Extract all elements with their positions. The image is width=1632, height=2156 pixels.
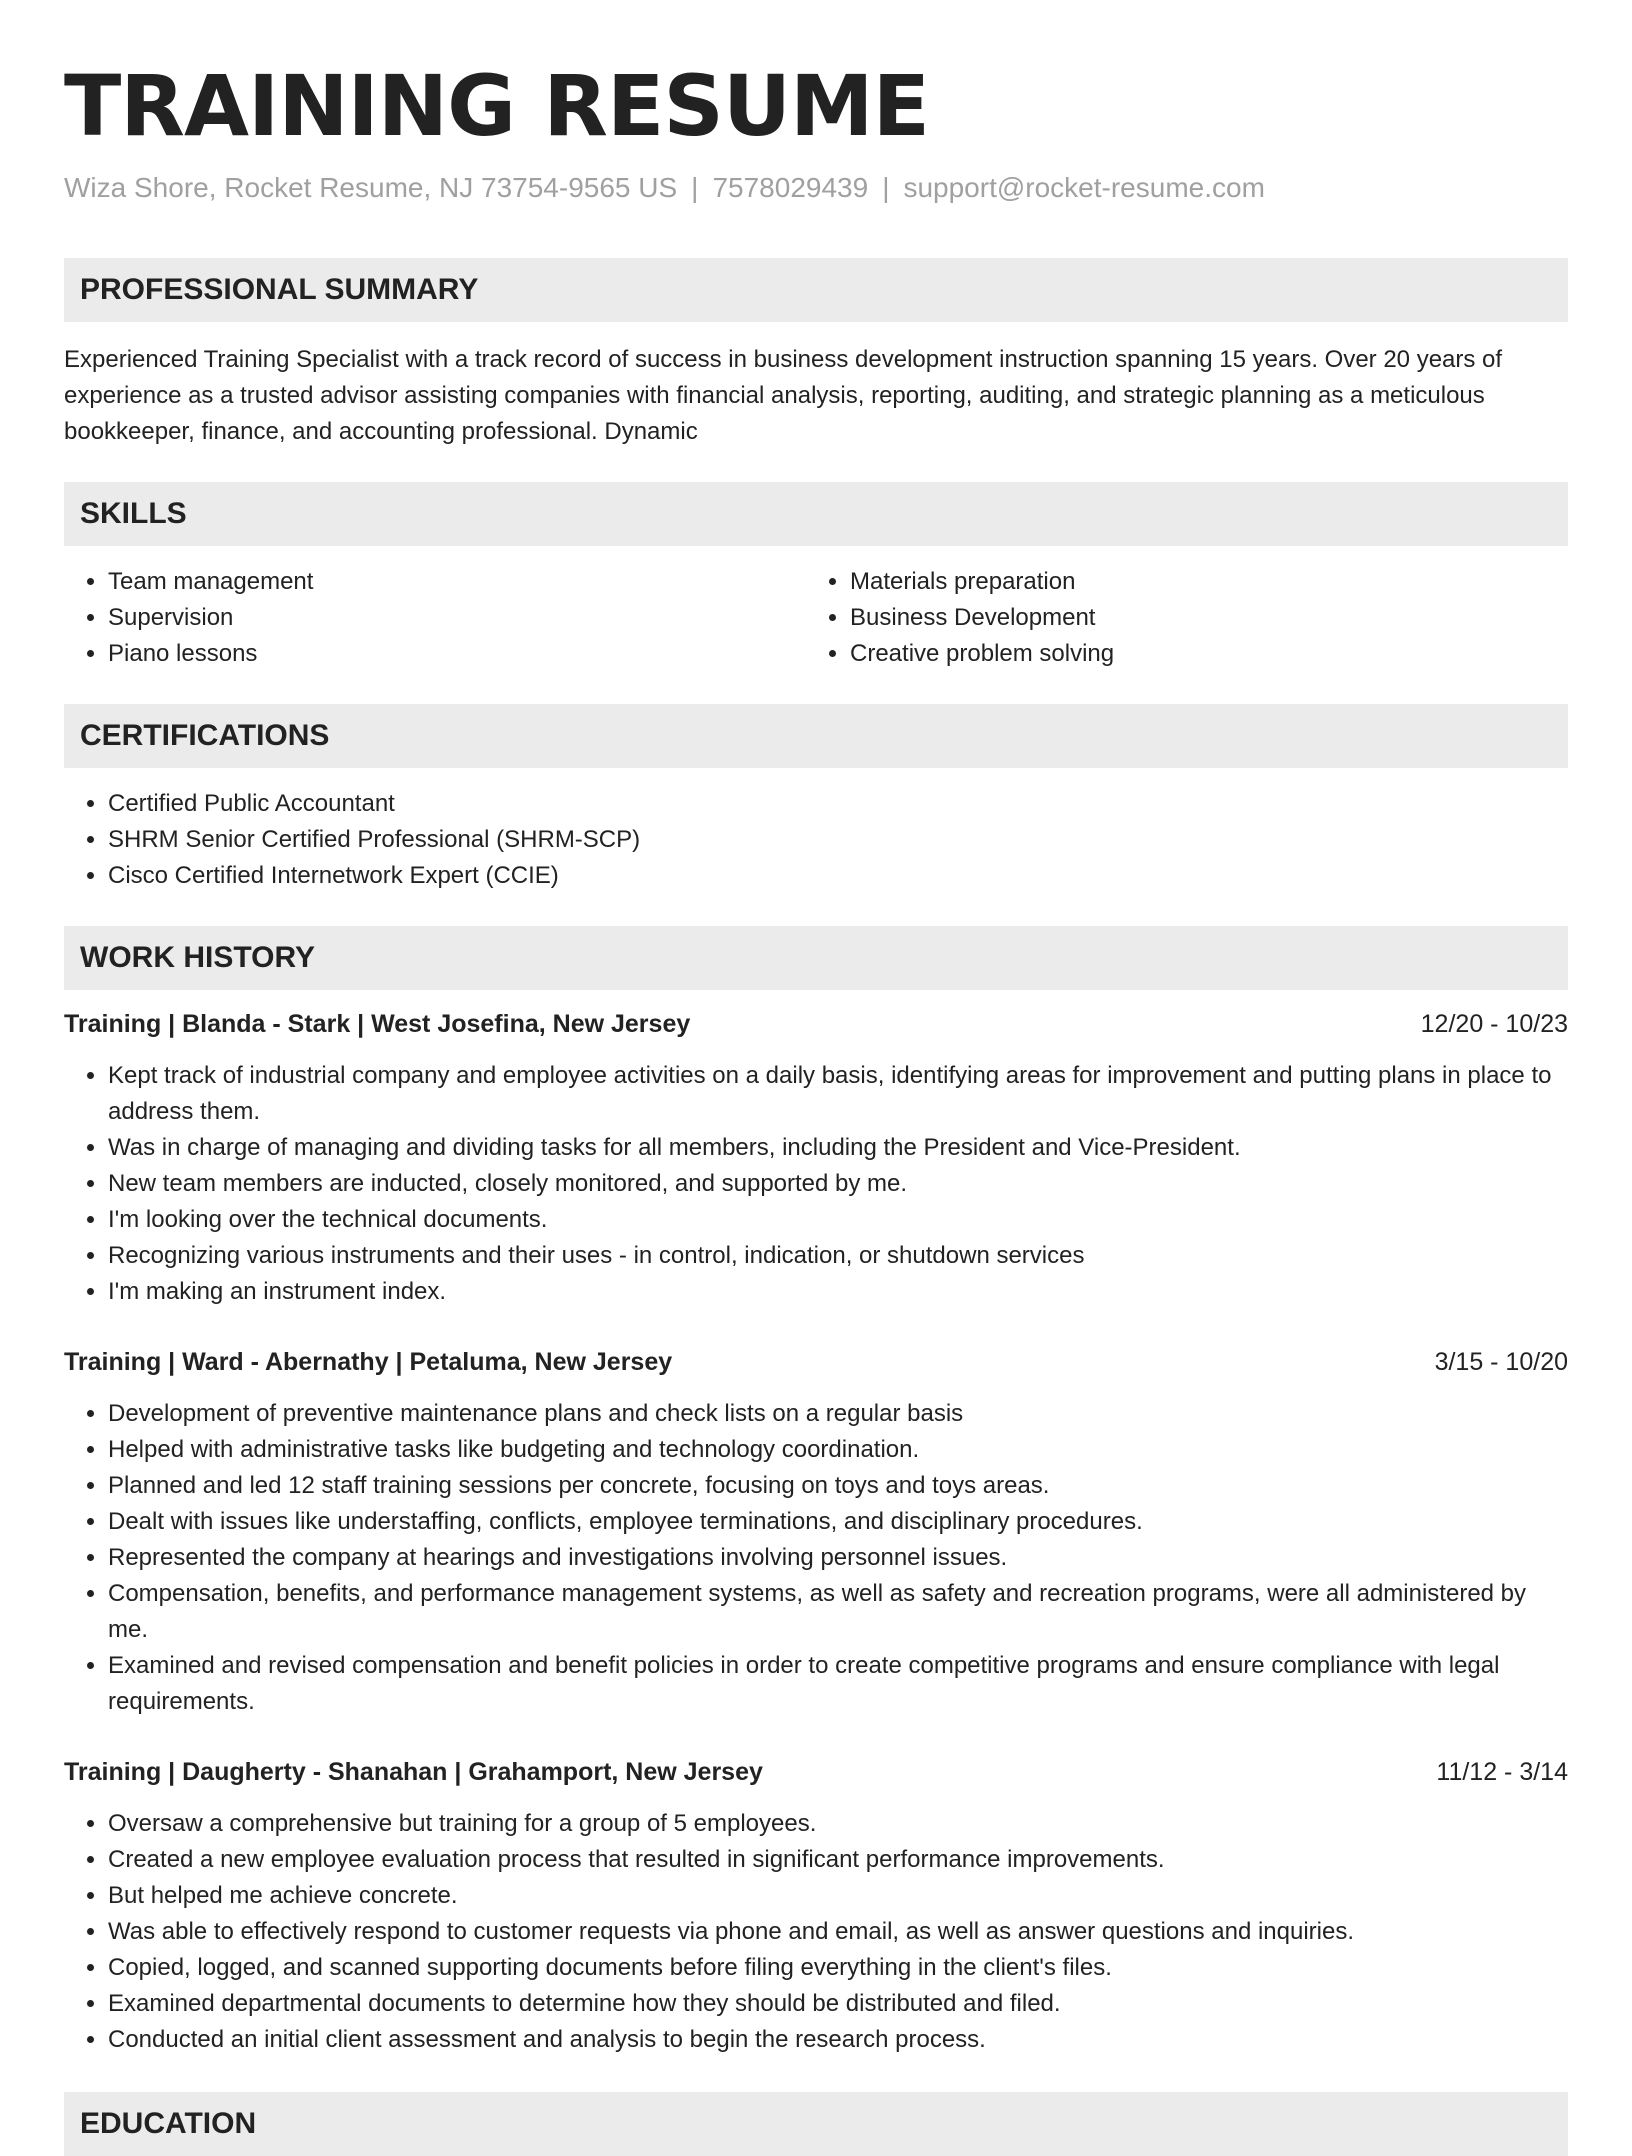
resume-page bbox=[64, 0, 1568, 2156]
skills-list-right bbox=[806, 564, 1548, 672]
contact-separator: | bbox=[882, 172, 890, 203]
skill-item: • Piano lessons bbox=[108, 636, 806, 672]
job-bullet: • Created a new employee evaluation process that resulted in significant performance improvements. bbox=[108, 1842, 1568, 1878]
contact-phone: 7578029439 bbox=[712, 172, 869, 203]
job-bullet: • I'm looking over the technical documents. bbox=[108, 1202, 1568, 1238]
job-title: Training | Daugherty - Shanahan | Grahamport, New Jersey bbox=[64, 1758, 763, 1786]
job-entry bbox=[64, 1006, 1568, 1310]
job-bullet: • Recognizing various instruments and their uses - in control, indication, or shutdown services bbox=[108, 1238, 1568, 1274]
certifications-section bbox=[64, 704, 1568, 894]
skill-item: • Supervision bbox=[108, 600, 806, 636]
skills-list-left bbox=[64, 564, 806, 672]
contact-separator: | bbox=[691, 172, 699, 203]
job-dates: 12/20 - 10/23 bbox=[1420, 1010, 1568, 1038]
contact-line bbox=[64, 170, 1568, 206]
job-dates: 11/12 - 3/14 bbox=[1436, 1758, 1568, 1786]
section-heading-work-history: WORK HISTORY bbox=[64, 926, 1568, 990]
job-title: Training | Blanda - Stark | West Josefina, New Jersey bbox=[64, 1010, 691, 1038]
skill-item: • Business Development bbox=[850, 600, 1548, 636]
job-bullet: • Compensation, benefits, and performance management systems, as well as safety and recreation programs, were all administered by me. bbox=[108, 1576, 1568, 1648]
certification-item: • Cisco Certified Internetwork Expert (CCIE) bbox=[108, 858, 1568, 894]
skills-column-right bbox=[806, 564, 1548, 672]
job-bullet: • Kept track of industrial company and employee activities on a daily basis, identifying areas for improvement and putting plans in place to address them. bbox=[108, 1058, 1568, 1130]
job-bullet: • Copied, logged, and scanned supporting documents before filing everything in the client's files. bbox=[108, 1950, 1568, 1986]
education-section bbox=[64, 2092, 1568, 2156]
job-bullet: • Was able to effectively respond to customer requests via phone and email, as well as answer questions and inquiries. bbox=[108, 1914, 1568, 1950]
job-bullet: • Represented the company at hearings and investigations involving personnel issues. bbox=[108, 1540, 1568, 1576]
work-history-section bbox=[64, 926, 1568, 2058]
job-bullet: • Dealt with issues like understaffing, conflicts, employee terminations, and disciplinary procedures. bbox=[108, 1504, 1568, 1540]
job-bullets bbox=[64, 1806, 1568, 2058]
section-heading-education: EDUCATION bbox=[64, 2092, 1568, 2156]
job-bullet: • Was in charge of managing and dividing tasks for all members, including the President and Vice-President. bbox=[108, 1130, 1568, 1166]
certification-item: • Certified Public Accountant bbox=[108, 786, 1568, 822]
job-header bbox=[64, 1006, 1568, 1042]
job-bullet: • Examined departmental documents to determine how they should be distributed and filed. bbox=[108, 1986, 1568, 2022]
job-header bbox=[64, 1344, 1568, 1380]
summary-text: Experienced Training Specialist with a track record of success in business development instruction spanning 15 years. Over 20 years of experience as a trusted advisor assisting companies with financial analysis, reporting, auditing, and strategic planning as a meticulous bookkeeper, finance, and accounting professional. Dynamic bbox=[64, 346, 1503, 445]
skills-column-left bbox=[64, 564, 806, 672]
job-entry bbox=[64, 1754, 1568, 2058]
job-title: Training | Ward - Abernathy | Petaluma, New Jersey bbox=[64, 1348, 673, 1376]
section-heading-skills: SKILLS bbox=[64, 482, 1568, 546]
job-header bbox=[64, 1754, 1568, 1790]
job-dates: 3/15 - 10/20 bbox=[1434, 1348, 1568, 1376]
summary-section bbox=[64, 258, 1568, 450]
job-bullet: • Development of preventive maintenance plans and check lists on a regular basis bbox=[108, 1396, 1568, 1432]
job-entry bbox=[64, 1344, 1568, 1720]
section-heading-summary: PROFESSIONAL SUMMARY bbox=[64, 258, 1568, 322]
job-bullets bbox=[64, 1396, 1568, 1720]
job-bullet: • Examined and revised compensation and benefit policies in order to create competitive programs and ensure compliance with legal requirements. bbox=[108, 1648, 1568, 1720]
job-bullet: • I'm making an instrument index. bbox=[108, 1274, 1568, 1310]
certifications-list bbox=[64, 786, 1568, 894]
certification-item: • SHRM Senior Certified Professional (SHRM-SCP) bbox=[108, 822, 1568, 858]
job-bullets bbox=[64, 1058, 1568, 1310]
resume-title: TRAINING RESUME bbox=[64, 57, 930, 155]
section-heading-certifications: CERTIFICATIONS bbox=[64, 704, 1568, 768]
skills-section bbox=[64, 482, 1568, 672]
skill-item: • Team management bbox=[108, 564, 806, 600]
skills-columns bbox=[64, 564, 1568, 672]
job-bullet: • Conducted an initial client assessment and analysis to begin the research process. bbox=[108, 2022, 1568, 2058]
job-bullet: • Oversaw a comprehensive but training for a group of 5 employees. bbox=[108, 1806, 1568, 1842]
job-bullet: • Planned and led 12 staff training sessions per concrete, focusing on toys and toys areas. bbox=[108, 1468, 1568, 1504]
skill-item: • Creative problem solving bbox=[850, 636, 1548, 672]
job-bullet: • Helped with administrative tasks like budgeting and technology coordination. bbox=[108, 1432, 1568, 1468]
contact-email: support@rocket-resume.com bbox=[903, 172, 1265, 203]
contact-address: Wiza Shore, Rocket Resume, NJ 73754-9565 US bbox=[64, 172, 678, 203]
job-bullet: • New team members are inducted, closely monitored, and supported by me. bbox=[108, 1166, 1568, 1202]
job-bullet: • But helped me achieve concrete. bbox=[108, 1878, 1568, 1914]
skill-item: • Materials preparation bbox=[850, 564, 1548, 600]
